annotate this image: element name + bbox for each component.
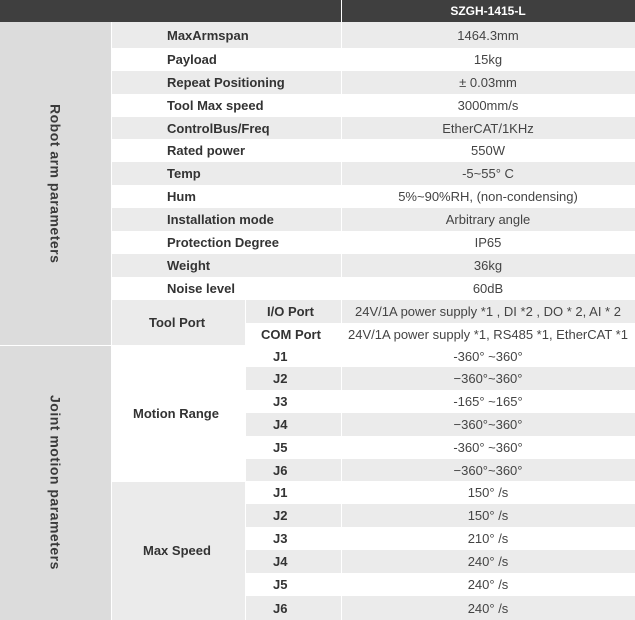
tool-port-label: Tool Port	[111, 300, 245, 345]
io-port-label: I/O Port	[245, 300, 341, 323]
max-speed-value: 240° /s	[341, 596, 635, 620]
header-blank	[0, 0, 341, 22]
section-robot-arm-title: Robot arm parameters	[47, 103, 64, 264]
max-speed-value: 150° /s	[341, 504, 635, 527]
section-joint-motion	[0, 345, 111, 620]
max-speed-joint: J3	[245, 527, 341, 550]
divider	[111, 22, 112, 620]
motion-range-value: −360°~360°	[341, 459, 635, 481]
max-speed-value: 240° /s	[341, 573, 635, 596]
param-value: EtherCAT/1KHz	[341, 117, 635, 139]
max-speed-joint: J2	[245, 504, 341, 527]
motion-range-value: -360° ~360°	[341, 345, 635, 367]
max-speed-joint: J6	[245, 596, 341, 620]
param-value: 1464.3mm	[341, 22, 635, 48]
section-joint-motion-title: Joint motion parameters	[47, 395, 64, 570]
param-value: IP65	[341, 231, 635, 254]
param-label: Protection Degree	[111, 231, 341, 254]
max-speed-joint: J1	[245, 481, 341, 504]
motion-range-joint: J1	[245, 345, 341, 367]
param-value: 5%~90%RH, (non-condensing)	[341, 185, 635, 208]
param-value: 3000mm/s	[341, 94, 635, 117]
param-label: Weight	[111, 254, 341, 277]
param-label: Hum	[111, 185, 341, 208]
model-header: SZGH-1415-L	[341, 0, 635, 22]
motion-range-value: -360° ~360°	[341, 436, 635, 459]
motion-range-joint: J2	[245, 367, 341, 390]
divider	[111, 481, 635, 482]
max-speed-label: Max Speed	[111, 481, 245, 620]
motion-range-value: −360°~360°	[341, 367, 635, 390]
motion-range-label: Motion Range	[111, 345, 245, 481]
divider	[0, 345, 635, 346]
motion-range-joint: J6	[245, 459, 341, 481]
param-value: -5~55° C	[341, 162, 635, 185]
divider	[245, 300, 246, 620]
param-value: Arbitrary angle	[341, 208, 635, 231]
max-speed-value: 150° /s	[341, 481, 635, 504]
max-speed-value: 210° /s	[341, 527, 635, 550]
param-label: MaxArmspan	[111, 22, 341, 48]
motion-range-value: -165° ~165°	[341, 390, 635, 413]
motion-range-value: −360°~360°	[341, 413, 635, 436]
max-speed-joint: J5	[245, 573, 341, 596]
param-value: 60dB	[341, 277, 635, 300]
motion-range-joint: J4	[245, 413, 341, 436]
com-port-label: COM Port	[245, 323, 341, 345]
param-label: ControlBus/Freq	[111, 117, 341, 139]
io-port-value: 24V/1A power supply *1 , DI *2 , DO * 2, AI * 2	[341, 300, 635, 323]
param-label: Rated power	[111, 139, 341, 162]
max-speed-joint: J4	[245, 550, 341, 573]
motion-range-joint: J3	[245, 390, 341, 413]
motion-range-joint: J5	[245, 436, 341, 459]
param-value: ± 0.03mm	[341, 71, 635, 94]
max-speed-value: 240° /s	[341, 550, 635, 573]
param-label: Installation mode	[111, 208, 341, 231]
com-port-value: 24V/1A power supply *1, RS485 *1, EtherCAT *1	[341, 323, 635, 345]
param-value: 15kg	[341, 48, 635, 71]
param-label: Payload	[111, 48, 341, 71]
divider	[341, 0, 342, 620]
param-value: 36kg	[341, 254, 635, 277]
param-label: Noise level	[111, 277, 341, 300]
section-robot-arm	[0, 22, 111, 345]
param-label: Temp	[111, 162, 341, 185]
param-label: Tool Max speed	[111, 94, 341, 117]
param-label: Repeat Positioning	[111, 71, 341, 94]
param-value: 550W	[341, 139, 635, 162]
